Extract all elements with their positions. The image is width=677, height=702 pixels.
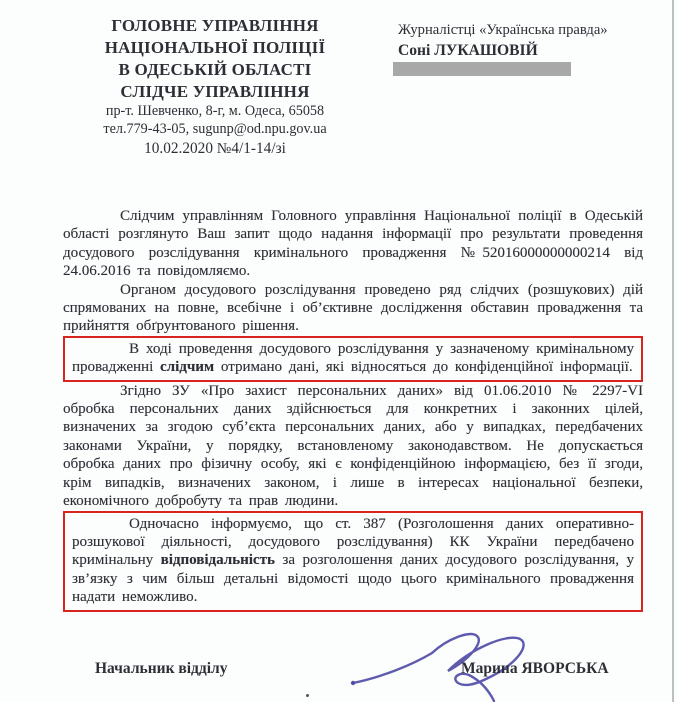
recipient-name: Соні ЛУКАШОВІЙ	[398, 42, 538, 59]
paragraph: Слідчим управлінням Головного управління Національної поліції в Одеській області розглянуто Ваш запит щодо надання інформації про результати проведення досудового розслідування кримінального провадження №52016000000000214 від 24.06.2016 та повідомляємо.	[63, 208, 643, 280]
org-name-line: СЛІДЧЕ УПРАВЛІННЯ	[120, 82, 310, 101]
paragraph: Органом досудового розслідування проведено ряд слідчих (розшукових) дій спрямованих на повне, всебічне і об’єктивне дослідження обставин провадження та прийняття обґрунтованого рішення.	[63, 281, 643, 335]
highlight-box-1	[63, 336, 643, 382]
highlight-bold-text: відповідальність	[160, 552, 275, 569]
highlight-bold-text: слідчим	[160, 359, 215, 376]
paragraph: Згідно ЗУ «Про захист персональних даних» від 01.06.2010 № 2297-VI обробка персональних даних здійснюється для конкретних і законних цілей, визначених за згодою суб’єкта персональних даних, або у випадках, передбачених законами України, у порядку, встановленому законодавством. Не допускається обробка даних про фізичну особу, які є конфіденційною інформацією, без її згоди, крім випадків, визначених законом, і лише в інтересах національної безпеки, економічного добробуту та прав людини.	[63, 382, 643, 510]
sender-header	[76, 15, 354, 158]
org-name-line: В ОДЕСЬКІЙ ОБЛАСТІ	[118, 60, 312, 79]
letter-body	[63, 207, 643, 612]
recipient-block	[398, 21, 648, 60]
highlight-box-2	[63, 511, 643, 612]
highlight-text: Одночасно інформуємо, що ст. 387 (Розголошення даних оперативно-розшукової діяльності, досудового розслідування) КК України передбачено кримінальну	[72, 515, 634, 569]
redaction-bar	[393, 62, 571, 76]
org-address: пр-т. Шевченко, 8-г, м. Одеса, 65058	[105, 103, 325, 119]
highlight-text: за розголошення даних досудового розслідування, у зв’язку з чим більш детальні відомості щодо цього кримінального провадження надати неможливо.	[72, 552, 634, 606]
recipient-role: Журналістці «Українська правда»	[398, 22, 608, 38]
org-contacts: тел.779-43-05, sugunp@od.npu.gov.ua	[103, 120, 327, 137]
signer-position-title: Начальник відділу	[95, 660, 228, 677]
org-name-line: НАЦІОНАЛЬНОЇ ПОЛІЦІЇ	[104, 38, 326, 57]
scan-edge-line	[672, 0, 674, 702]
scan-artifact-dot	[306, 694, 309, 697]
highlight-text: В ході проведення досудового розслідування у зазначеному кримінальному провадженні	[72, 340, 634, 376]
signer-name: Марина ЯВОРСЬКА	[461, 660, 609, 677]
highlight-text: отримано дані, які відносяться до конфіденційної інформації.	[214, 359, 633, 376]
org-name-line: ГОЛОВНЕ УПРАВЛІННЯ	[111, 16, 319, 35]
letter-date-number: 10.02.2020 №4/1-14/зі	[144, 140, 286, 157]
